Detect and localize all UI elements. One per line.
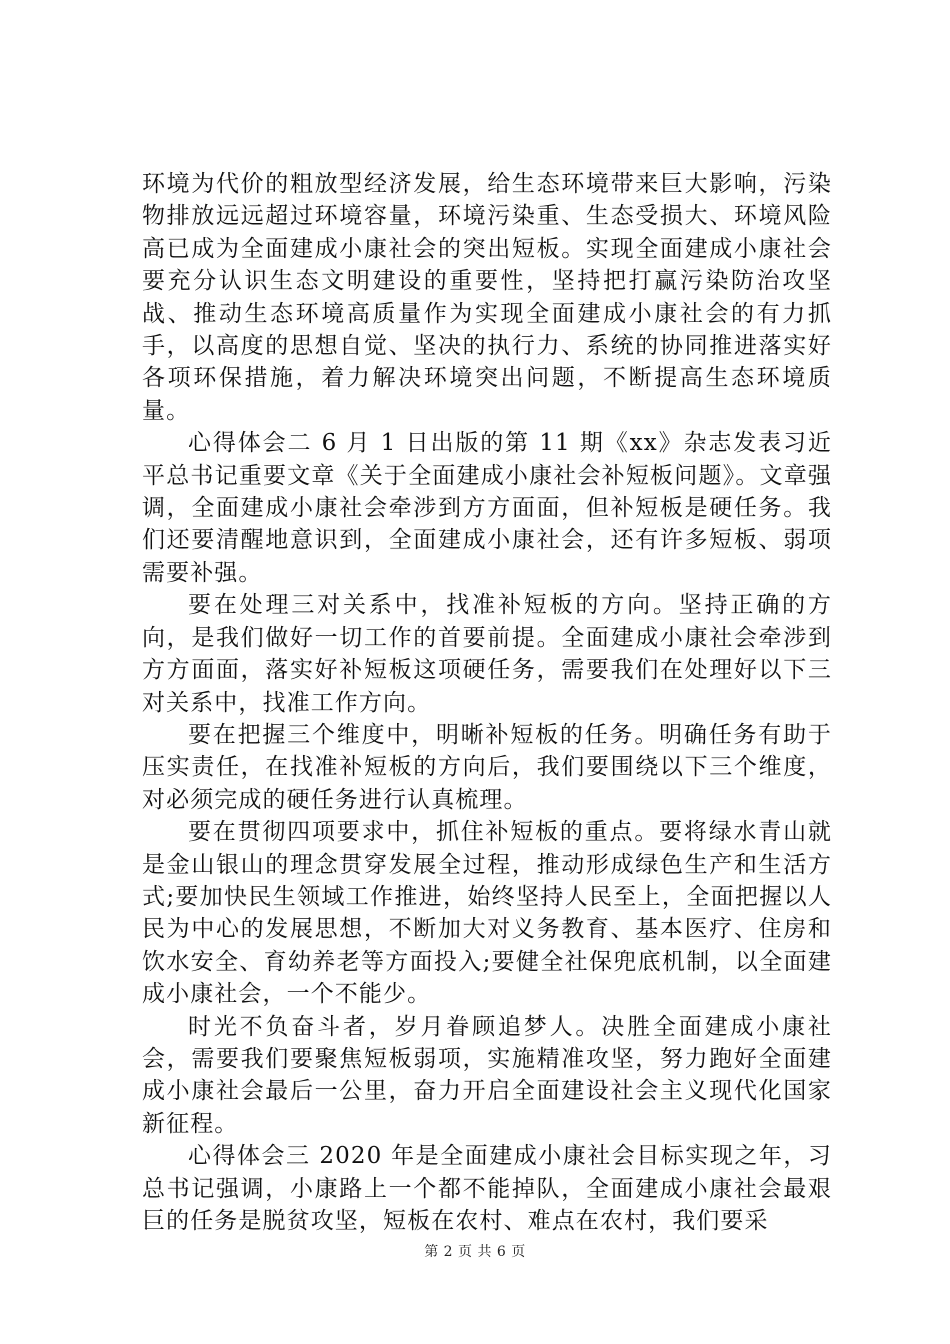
paragraph-strivers: 时光不负奋斗者，岁月眷顾追梦人。决胜全面建成小康社会，需要我们要聚焦短板弱项，实施精准攻坚，努力跑好全面建成小康社会最后一公里，奋力开启全面建设社会主义现代化国家新征程。 (142, 1013, 832, 1137)
document-body (142, 168, 832, 1237)
paragraph-reflection-two: 心得体会二 6 月 1 日出版的第 11 期《xx》杂志发表习近平总书记重要文章《关于全面建成小康社会补短板问题》。文章强调，全面建成小康社会牵涉到方方面面，但补短板是硬任务。我们还要清醒地意识到，全面建成小康社会，还有许多短板、弱项需要补强。 (142, 430, 832, 586)
paragraph-four-requirements: 要在贯彻四项要求中，抓住补短板的重点。要将绿水青山就是金山银山的理念贯穿发展全过程，推动形成绿色生产和生活方式;要加快民生领域工作推进，始终坚持人民至上，全面把握以人民为中心的发展思想，不断加大对义务教育、基本医疗、住房和饮水安全、育幼养老等方面投入;要健全社保兜底机制，以全面建成小康社会，一个不能少。 (142, 819, 832, 1008)
paragraph-three-relations: 要在处理三对关系中，找准补短板的方向。坚持正确的方向，是我们做好一切工作的首要前提。全面建成小康社会牵涉到方方面面，落实好补短板这项硬任务，需要我们在处理好以下三对关系中，找准工作方向。 (142, 592, 832, 716)
page-footer: 第 2 页 共 6 页 (424, 1244, 526, 1260)
paragraph-reflection-three: 心得体会三 2020 年是全面建成小康社会目标实现之年，习总书记强调，小康路上一个都不能掉队，全面建成小康社会最艰巨的任务是脱贫攻坚，短板在农村、难点在农村，我们要采 (142, 1143, 832, 1234)
paragraph-environment: 环境为代价的粗放型经济发展，给生态环境带来巨大影响，污染物排放远远超过环境容量，环境污染重、生态受损大、环境风险高已成为全面建成小康社会的突出短板。实现全面建成小康社会要充分认识生态文明建设的重要性，坚持把打赢污染防治攻坚战、推动生态环境高质量作为实现全面建成小康社会的有力抓手，以高度的思想自觉、坚决的执行力、系统的协同推进落实好各项环保措施，着力解决环境突出问题，不断提高生态环境质量。 (142, 171, 832, 424)
paragraph-three-dimensions: 要在把握三个维度中，明晰补短板的任务。明确任务有助于压实责任，在找准补短板的方向后，我们要围绕以下三个维度，对必须完成的硬任务进行认真梳理。 (142, 721, 832, 813)
